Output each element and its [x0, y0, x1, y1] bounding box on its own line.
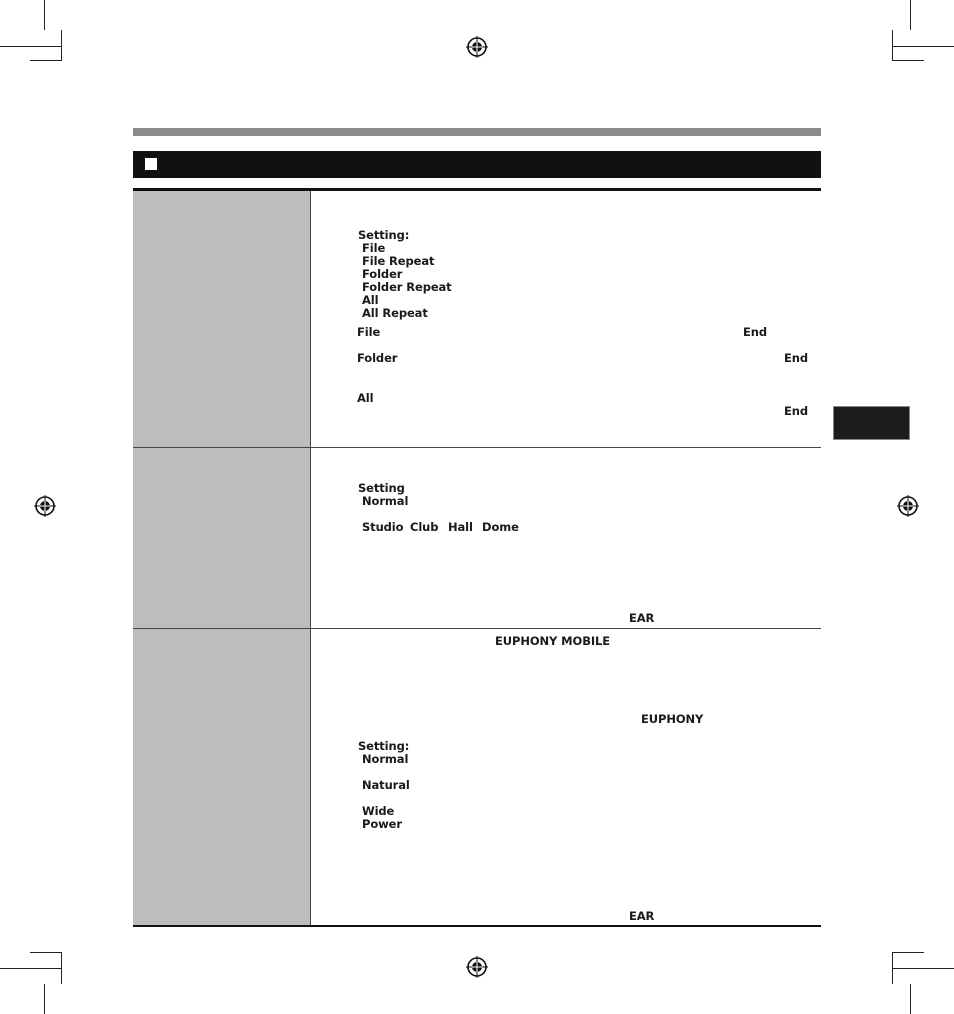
section-title-bar: [133, 151, 821, 178]
repeat-setting-label: Setting:: [358, 228, 410, 242]
eq-option-normal: Normal: [362, 494, 409, 508]
crop-mark: [892, 60, 924, 61]
registration-mark-icon: [466, 36, 488, 58]
crop-mark: [44, 984, 45, 1014]
repeat-option: All: [362, 293, 379, 307]
euphony-option: Natural: [362, 778, 410, 792]
eq-preset: Hall: [448, 520, 473, 534]
registration-mark-icon: [897, 495, 919, 517]
registration-mark-icon: [466, 956, 488, 978]
repeat-option: All Repeat: [362, 306, 428, 320]
chapter-side-tab: [833, 406, 910, 440]
crop-mark: [0, 46, 62, 47]
header-gray-bar: [133, 128, 821, 136]
eq-preset: Studio: [362, 520, 404, 534]
crop-mark: [892, 30, 893, 61]
repeat-option: Folder: [362, 267, 403, 281]
crop-mark: [44, 0, 45, 30]
table-row-divider: [133, 628, 821, 629]
euphony-option: Wide: [362, 804, 395, 818]
repeat-note-term: File: [357, 325, 381, 339]
crop-mark: [0, 968, 62, 969]
table-label-cell-euphony: [133, 629, 310, 925]
crop-mark: [892, 952, 893, 984]
crop-mark: [892, 952, 924, 953]
crop-mark: [30, 952, 62, 953]
table-column-divider: [310, 191, 311, 925]
euphony-option: Normal: [362, 752, 409, 766]
table-row-divider: [133, 447, 821, 448]
repeat-note-end: End: [784, 404, 808, 418]
crop-mark: [892, 968, 954, 969]
eq-footer-term: EAR: [629, 611, 655, 625]
table-label-cell-repeat: [133, 191, 310, 447]
registration-mark-icon: [34, 495, 56, 517]
repeat-option: Folder Repeat: [362, 280, 452, 294]
crop-mark: [61, 952, 62, 984]
repeat-note-end: End: [743, 325, 767, 339]
crop-mark: [30, 60, 62, 61]
euphony-option: Power: [362, 817, 402, 831]
crop-mark: [910, 984, 911, 1014]
crop-mark: [61, 30, 62, 61]
euphony-intro-term: EUPHONY MOBILE: [495, 634, 611, 648]
table-bottom-rule: [133, 925, 821, 927]
eq-preset: Club: [410, 520, 439, 534]
crop-mark: [892, 46, 954, 47]
section-square-icon: [145, 158, 157, 170]
repeat-note-term: Folder: [357, 351, 398, 365]
eq-setting-label: Setting: [358, 481, 405, 495]
euphony-footer-term: EAR: [629, 909, 655, 923]
repeat-note-end: End: [784, 351, 808, 365]
repeat-option: File Repeat: [362, 254, 435, 268]
repeat-note-term: All: [357, 391, 374, 405]
euphony-setting-label: Setting:: [358, 739, 410, 753]
table-label-cell-eq: [133, 448, 310, 628]
eq-preset: Dome: [482, 520, 519, 534]
crop-mark: [910, 0, 911, 30]
euphony-mid-term: EUPHONY: [641, 712, 704, 726]
repeat-option: File: [362, 241, 386, 255]
